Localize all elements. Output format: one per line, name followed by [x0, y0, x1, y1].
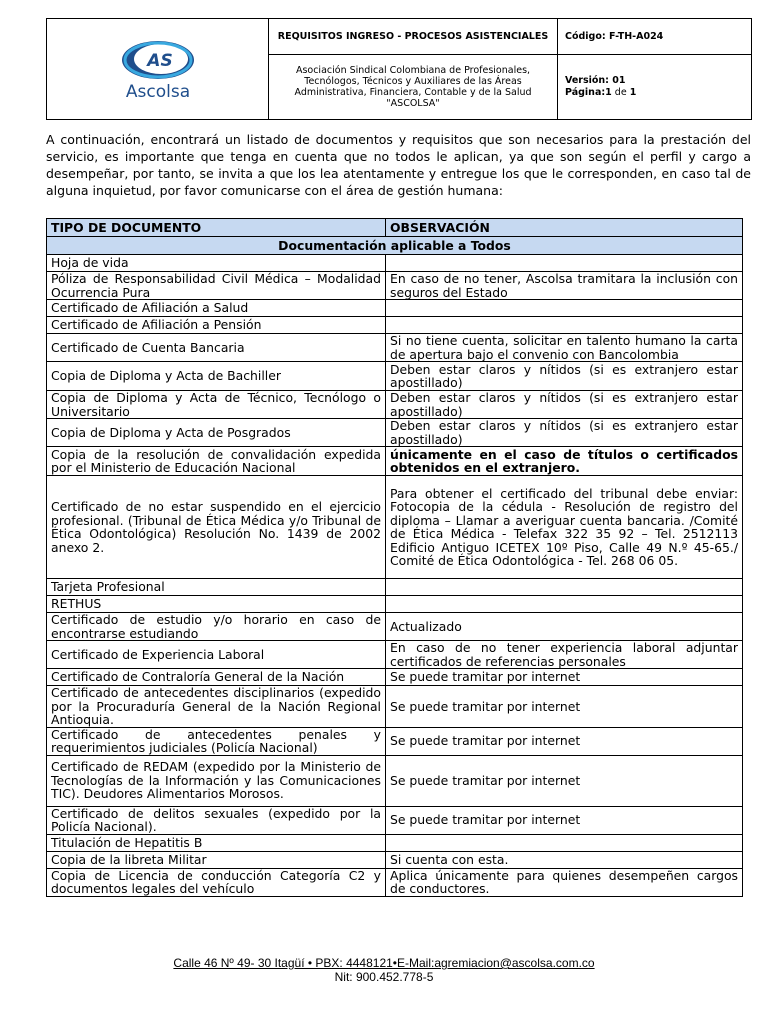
document-type-cell: Certificado de estudio y/o horario en caso de encontrarse estudiando: [47, 613, 386, 641]
observation-cell: En caso de no tener, Ascolsa tramitara la inclusión con seguros del Estado: [386, 272, 743, 300]
col-header-observation: OBSERVACIÓN: [386, 219, 743, 237]
observation-cell: Si cuenta con esta.: [386, 851, 743, 868]
table-row: [47, 362, 743, 391]
table-row: [47, 476, 743, 579]
logo-mark: AS: [146, 50, 173, 71]
table-row: [47, 579, 743, 596]
table-row: [47, 255, 743, 272]
observation-cell: Para obtener el certificado del tribunal debe enviar: Fotocopia de la cédula - Resolución de registro del diploma – Llamar a averiguar cuenta bancaria. /Comité de Ética Médica - Telefax 322 35 92 – Tel. 2512113 Edificio Antiguo ICETEX 10º Piso, Calle 49 N.º 45-65./ Comité de Ética Odontológica - Tel. 268 06 05.: [386, 476, 743, 579]
section-title: Documentación aplicable a Todos: [47, 237, 743, 255]
table-row: [47, 806, 743, 834]
observation-cell: [386, 317, 743, 334]
table-row: [47, 641, 743, 669]
document-type-cell: Copia de Diploma y Acta de Bachiller: [47, 362, 386, 391]
observation-cell: Aplica únicamente para quienes desempeñen cargos de conductores.: [386, 868, 743, 896]
document-type-cell: Certificado de REDAM (expedido por la Ministerio de Tecnologías de la Información y las Comunicaciones TIC). Deudores Alimentarios Morosos.: [47, 755, 386, 806]
document-type-cell: Certificado de Afiliación a Pensión: [47, 317, 386, 334]
document-type-cell: Certificado de Cuenta Bancaria: [47, 334, 386, 362]
association-name: Asociación Sindical Colombiana de Profesionales, Tecnólogos, Técnicos y Auxiliares de las Áreas Administrativa, Financiera, Contable y de la Salud "ASCOLSA": [269, 55, 558, 120]
document-type-cell: Copia de Diploma y Acta de Posgrados: [47, 419, 386, 447]
document-type-cell: Certificado de delitos sexuales (expedido por la Policía Nacional).: [47, 806, 386, 834]
table-row: [47, 851, 743, 868]
table-row: [47, 686, 743, 728]
form-code: Código: F-TH-A024: [558, 19, 752, 55]
document-type-cell: Copia de la resolución de convalidación expedida por el Ministerio de Educación Nacional: [47, 447, 386, 476]
document-type-cell: Copia de Licencia de conducción Categoría C2 y documentos legales del vehículo: [47, 868, 386, 896]
observation-cell: En caso de no tener experiencia laboral adjuntar certificados de referencias personales: [386, 641, 743, 669]
observation-cell: Deben estar claros y nítidos (si es extranjero estar apostillado): [386, 391, 743, 419]
observation-cell: [386, 834, 743, 851]
table-row: [47, 300, 743, 317]
observation-cell: [386, 579, 743, 596]
document-header: [46, 18, 752, 120]
observation-cell: Deben estar claros y nítidos (si es extranjero estar apostillado): [386, 419, 743, 447]
version-page: [558, 55, 752, 120]
observation-cell: Se puede tramitar por internet: [386, 686, 743, 728]
logo-cell: [47, 19, 269, 120]
logo-text: Ascolsa: [125, 81, 190, 102]
table-row: [47, 596, 743, 613]
col-header-type: TIPO DE DOCUMENTO: [47, 219, 386, 237]
observation-cell: [386, 255, 743, 272]
table-row: [47, 391, 743, 419]
table-row: [47, 727, 743, 755]
document-type-cell: RETHUS: [47, 596, 386, 613]
observation-cell: Si no tiene cuenta, solicitar en talento humano la carta de apertura bajo el convenio con Bancolombia: [386, 334, 743, 362]
observation-cell: Se puede tramitar por internet: [386, 727, 743, 755]
observation-cell: Deben estar claros y nítidos (si es extranjero estar apostillado): [386, 362, 743, 391]
observation-cell: [386, 596, 743, 613]
table-row: [47, 868, 743, 896]
observation-cell: únicamente en el caso de títulos o certificados obtenidos en el extranjero.: [386, 447, 743, 476]
document-type-cell: Tarjeta Profesional: [47, 579, 386, 596]
document-type-cell: Copia de la libreta Militar: [47, 851, 386, 868]
table-row: [47, 755, 743, 806]
table-header-row: [47, 219, 743, 237]
observation-cell: Se puede tramitar por internet: [386, 806, 743, 834]
form-version: Versión: 01: [565, 75, 626, 86]
document-type-cell: Certificado de Contraloría General de la Nación: [47, 669, 386, 686]
table-row: [47, 613, 743, 641]
ascolsa-logo: [103, 33, 213, 103]
page-footer: [0, 956, 768, 984]
table-row: [47, 669, 743, 686]
document-type-cell: Certificado de Afiliación a Salud: [47, 300, 386, 317]
document-type-cell: Certificado de no estar suspendido en el ejercicio profesional. (Tribunal de Ética Médica y/o Tribunal de Ética Odontológica) Resolución No. 1439 de 2002 anexo 2.: [47, 476, 386, 579]
observation-cell: Se puede tramitar por internet: [386, 755, 743, 806]
document-type-cell: Copia de Diploma y Acta de Técnico, Tecnólogo o Universitario: [47, 391, 386, 419]
table-row: [47, 334, 743, 362]
table-row: [47, 272, 743, 300]
page-number: Página:1 de 1: [565, 87, 637, 98]
footer-nit: Nit: 900.452.778-5: [334, 970, 434, 984]
intro-paragraph: A continuación, encontrará un listado de documentos y requisitos que son necesarios para la prestación del servicio, es importante que tenga en cuenta que no todos le aplican, ya que son según el perfil y cargo a desempeñar, por tanto, se invita a que los lea atentamente y entregue los que le corresponden, en caso tal de alguna inquietud, por favor comunicarse con el área de gestión humana:: [46, 132, 751, 198]
observation-cell: Actualizado: [386, 613, 743, 641]
document-type-cell: Certificado de Experiencia Laboral: [47, 641, 386, 669]
document-type-cell: Certificado de antecedentes penales y requerimientos judiciales (Policía Nacional): [47, 727, 386, 755]
table-row: [47, 317, 743, 334]
document-type-cell: Titulación de Hepatitis B: [47, 834, 386, 851]
footer-address: Calle 46 Nº 49- 30 Itagüí • PBX: 4448121•E-Mail:agremiacion@ascolsa.com.co: [173, 956, 595, 970]
requirements-table: [46, 218, 743, 897]
table-row: [47, 834, 743, 851]
section-row: [47, 237, 743, 255]
observation-cell: [386, 300, 743, 317]
table-row: [47, 419, 743, 447]
document-type-cell: Póliza de Responsabilidad Civil Médica – Modalidad Ocurrencia Pura: [47, 272, 386, 300]
document-type-cell: Hoja de vida: [47, 255, 386, 272]
table-row: [47, 447, 743, 476]
form-title: REQUISITOS INGRESO - PROCESOS ASISTENCIALES: [269, 19, 558, 55]
observation-cell: Se puede tramitar por internet: [386, 669, 743, 686]
document-type-cell: Certificado de antecedentes disciplinarios (expedido por la Procuraduría General de la Nación Regional Antioquia.: [47, 686, 386, 728]
